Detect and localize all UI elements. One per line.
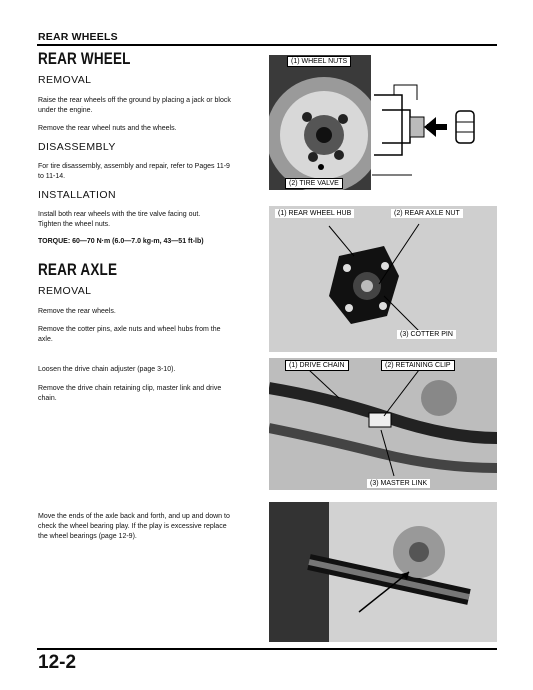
text-line: to 11-14. — [38, 173, 66, 180]
disassembly-paragraph — [38, 162, 260, 182]
hub-photo-illustration — [269, 206, 497, 352]
master-link-callout: (3) MASTER LINK — [367, 479, 430, 488]
drive-chain-photo — [269, 358, 497, 490]
axle-play-photo — [269, 502, 497, 642]
removal-heading: REMOVAL — [38, 74, 92, 86]
text-line: Install both rear wheels with the tire valve facing out. — [38, 211, 201, 218]
text-line: Raise the rear wheels off the ground by placing a jack or block — [38, 97, 231, 104]
wheel-nuts-photo — [269, 55, 371, 190]
chain-photo-illustration — [269, 358, 497, 490]
text-line: axle. — [38, 336, 53, 343]
wheel-nuts-callout: (1) WHEEL NUTS — [287, 56, 351, 67]
section-header: REAR WHEELS — [38, 31, 118, 43]
installation-paragraph — [38, 210, 260, 230]
wheel-nut-diagram — [372, 55, 497, 190]
rear-axle-title: REAR AXLE — [38, 261, 118, 279]
nut-diagram-drawing — [372, 55, 497, 190]
axle-removal-paragraph-4 — [38, 384, 260, 404]
axle-removal-paragraph-3: Loosen the drive chain adjuster (page 3-10). — [38, 366, 176, 373]
text-line: check the wheel bearing play. If the play is excessive replace — [38, 523, 227, 530]
page-number: 12-2 — [38, 652, 77, 673]
axle-removal-paragraph-2 — [38, 325, 260, 345]
text-line: Move the ends of the axle back and forth, and up and down to — [38, 513, 230, 520]
rear-wheel-hub-photo — [269, 206, 497, 352]
axle-removal-paragraph-1: Remove the rear wheels. — [38, 308, 116, 315]
drive-chain-callout: (1) DRIVE CHAIN — [285, 360, 349, 371]
removal-paragraph-2: Remove the rear wheel nuts and the wheels. — [38, 125, 177, 132]
cotter-pin-callout: (3) COTTER PIN — [397, 330, 456, 339]
tire-valve-callout: (2) TIRE VALVE — [285, 178, 343, 189]
disassembly-heading: DISASSEMBLY — [38, 141, 116, 153]
text-line: Remove the drive chain retaining clip, master link and drive — [38, 385, 222, 392]
text-line: chain. — [38, 395, 57, 402]
rear-axle-nut-callout: (2) REAR AXLE NUT — [391, 209, 463, 218]
axle-removal-paragraph-5 — [38, 512, 260, 542]
text-line: under the engine. — [38, 107, 93, 114]
wheel-photo-illustration — [269, 55, 371, 190]
axle-photo-illustration — [269, 502, 497, 642]
retaining-clip-callout: (2) RETAINING CLIP — [381, 360, 455, 371]
footer-rule — [37, 648, 497, 650]
axle-removal-heading: REMOVAL — [38, 285, 92, 297]
header-rule — [37, 44, 497, 46]
rear-wheel-title: REAR WHEEL — [38, 50, 131, 68]
removal-paragraph-1 — [38, 96, 260, 116]
text-line: Remove the cotter pins, axle nuts and wheel hubs from the — [38, 326, 221, 333]
installation-heading: INSTALLATION — [38, 189, 116, 201]
text-line: the wheel bearings (page 12-9). — [38, 533, 137, 540]
torque-spec: TORQUE: 60—70 N·m (6.0—7.0 kg-m, 43—51 ft-lb) — [38, 238, 204, 245]
rear-wheel-hub-callout: (1) REAR WHEEL HUB — [275, 209, 354, 218]
text-line: Tighten the wheel nuts. — [38, 221, 111, 228]
text-line: For tire disassembly, assembly and repair, refer to Pages 11-9 — [38, 163, 230, 170]
